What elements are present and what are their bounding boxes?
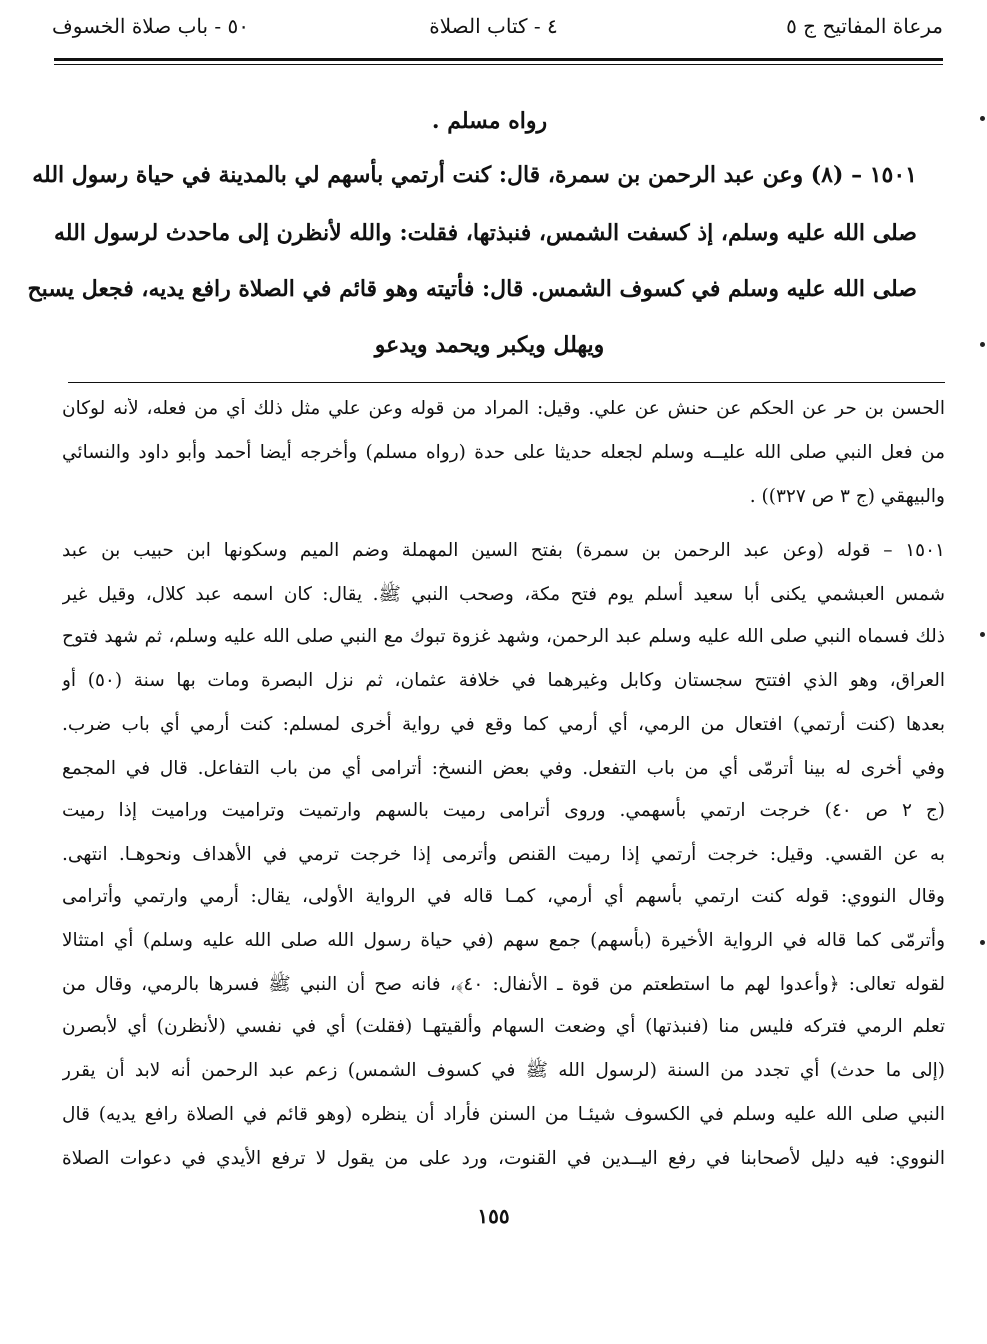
note-line: النبي صلى الله عليه وسلم في الكسوف شيئـا من السنن فأراد أن ينظره (وهو قائم في الصلاة رافع يديه) قال <box>62 1104 945 1125</box>
note-line: شمس العبشمي يكنى أبا سعيد أسلم يوم فتح مكة، وصحب النبي ﷺ. يقال: كان اسمه عبد كلال، وقيل غير <box>62 584 945 605</box>
note-line: وقال النووي: قوله كنت ارتمي بأسهم أي أرمي، كمـا قاله في الرواية الأولى، يقال: أرمي وارتمي وأترامى <box>62 886 945 907</box>
note-line: لقوله تعالى: ﴿وأعدوا لهم ما استطعتم من قوة ـ الأنفال: ٤٠﴾، فانه صح أن النبي ﷺ فسرها بالرمي، وقال من <box>62 974 945 995</box>
margin-speck <box>980 632 985 637</box>
margin-speck <box>980 940 985 945</box>
margin-speck <box>980 342 985 347</box>
note-line: ذلك فسماه النبي صلى الله عليه وسلم عبد الرحمن، وشهد غزوة تبوك مع النبي صلى الله عليه وسلم، ثم شهد فتوح <box>62 626 945 647</box>
note-line: بعدها (كنت أرتمي) افتعال من الرمي، أي أرمي كما وقع في رواية أخرى لمسلم: كنت أرمي أي باب ضرب. <box>62 714 945 735</box>
note-line: والبيهقي (ج ٣ ص ٣٢٧)) . <box>749 486 945 507</box>
note-line: تعلم الرمي فتركه فليس منا (فنبذتها) أي وضعت السهام وألقيتهـا (فقلت) أي في نفسي (لأنظرن) أي لأبصرن <box>62 1016 945 1037</box>
running-header-section: ٥٠ - باب صلاة الخسوف <box>52 14 250 38</box>
main-line: رواه مسلم . <box>431 108 548 134</box>
main-line: ويهلل ويكبر ويحمد ويدعو <box>374 332 605 358</box>
running-header-chapter: ٤ - كتاب الصلاة <box>429 14 558 38</box>
footnote-separator <box>68 382 945 383</box>
page-number: ١٥٥ <box>477 1204 510 1228</box>
note-line: به عن القسي. وقيل: خرجت أرتمي إذا رميت القنص وأترمى إذا خرجت ترمي في الأهداف ونحوهـا. انتهى. <box>62 844 945 865</box>
note-line: من فعل النبي صلى الله عليــه وسلم لجعله حديثا على حدة (رواه مسلم) وأخرجه أيضا أحمد وأبو داود والنسائي <box>62 442 945 463</box>
commentary-text <box>62 398 945 1188</box>
margin-speck <box>980 116 985 121</box>
note-line: (ج ٢ ص ٤٠) خرجت ارتمي بأسهمي. وروى أترامى رميت بالسهم وارتميت وترامیت وراميت إذا رميت <box>62 800 945 821</box>
note-line: وفي أخرى له بينا أترمّى أي من باب التفعل. وفي بعض النسخ: أترامى أي من باب التفاعل. قال في المجمع <box>62 758 945 779</box>
header-rule-thick <box>54 58 943 61</box>
note-line: الحسن بن حر عن الحكم عن حنش عن علي. وقيل: المراد من قوله وعن علي مثل ذلك أي من فعله، لأنه لوكان <box>62 398 945 419</box>
hadith-text <box>27 108 917 368</box>
main-line: صلى الله عليه وسلم، إذ كسفت الشمس، فنبذتها، فقلت: والله لأنظرن إلى ماحدث لرسول الله <box>53 220 917 246</box>
note-line: العراق، وهو الذي افتتح سجستان وكابل وغيرهما في خلافة عثمان، ثم نزل البصرة ومات بها سنة (٥٠) أو <box>62 670 945 691</box>
note-line: (إلى ما حدث) أي تجدد من السنة (لرسول الله ﷺ في كسوف الشمس) زعم عبد الرحمن أنه لابد أن يقرر <box>62 1060 945 1081</box>
note-line: وأترمّى كما قاله في الرواية الأخيرة (بأسهم) جمع سهم (في حياة رسول الله صلى الله عليه وسلم) أي امتثالا <box>62 930 945 951</box>
note-line: النووي: فيه دليل لأصحابنا في رفع اليــدين في القنوت، ورد على من يقول لا ترفع الأيدي في دعوات الصلاة <box>62 1148 945 1169</box>
main-line: ١٥٠١ – (٨) وعن عبد الرحمن بن سمرة، قال: كنت أرتمي بأسهم لي بالمدينة في حياة رسول الله <box>32 162 917 188</box>
header-rule-thin <box>54 64 943 65</box>
note-line: ١٥٠١ – قوله (وعن عبد الرحمن بن سمرة) بفتح السين المهملة وضم الميم وسكونها ابن حبيب بن عبد <box>62 540 945 561</box>
running-header-book-title: مرعاة المفاتيح ج ٥ <box>786 14 943 38</box>
main-line: صلى الله عليه وسلم في كسوف الشمس. قال: فأتيته وهو قائم في الصلاة رافع يديه، فجعل يسبح <box>27 276 917 302</box>
